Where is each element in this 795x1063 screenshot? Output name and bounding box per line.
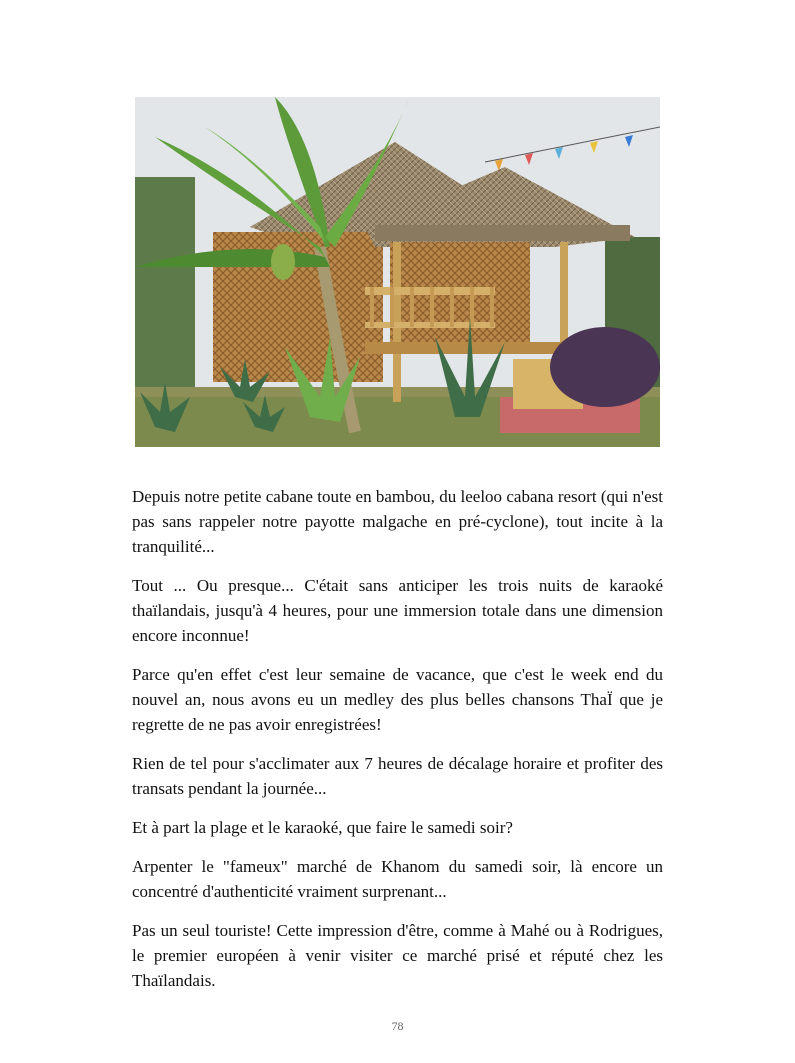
paragraph: Parce qu'en effet c'est leur semaine de vacance, que c'est le week end du nouvel an, nous avons eu un medley des plus belles chansons ThaÏ que je regrette de ne pas avoir enregistrées!: [132, 665, 663, 734]
paragraph: Pas un seul touriste! Cette impression d'être, comme à Mahé ou à Rodrigues, le premier européen à venir visiter ce marché prisé et réputé chez les Thaïlandais.: [132, 921, 663, 990]
paragraph: Rien de tel pour s'acclimater aux 7 heures de décalage horaire et profiter des transats pendant la journée...: [132, 754, 663, 798]
bamboo-hut-photo: [135, 97, 660, 447]
paragraph: Depuis notre petite cabane toute en bambou, du leeloo cabana resort (qui n'est pas sans rappeler notre payotte malgache en pré-cyclone), tout incite à la tranquilité...: [132, 487, 663, 556]
paragraph: Et à part la plage et le karaoké, que faire le samedi soir?: [132, 818, 513, 837]
body-text: [132, 484, 663, 1007]
page-number: 78: [391, 1019, 404, 1033]
paragraph: Tout ... Ou presque... C'était sans anticiper les trois nuits de karaoké thaïlandais, jusqu'à 4 heures, pour une immersion totale dans une dimension encore inconnue!: [132, 576, 663, 645]
paragraph: Arpenter le "fameux" marché de Khanom du samedi soir, là encore un concentré d'authenticité vraiment surprenant...: [132, 857, 663, 901]
